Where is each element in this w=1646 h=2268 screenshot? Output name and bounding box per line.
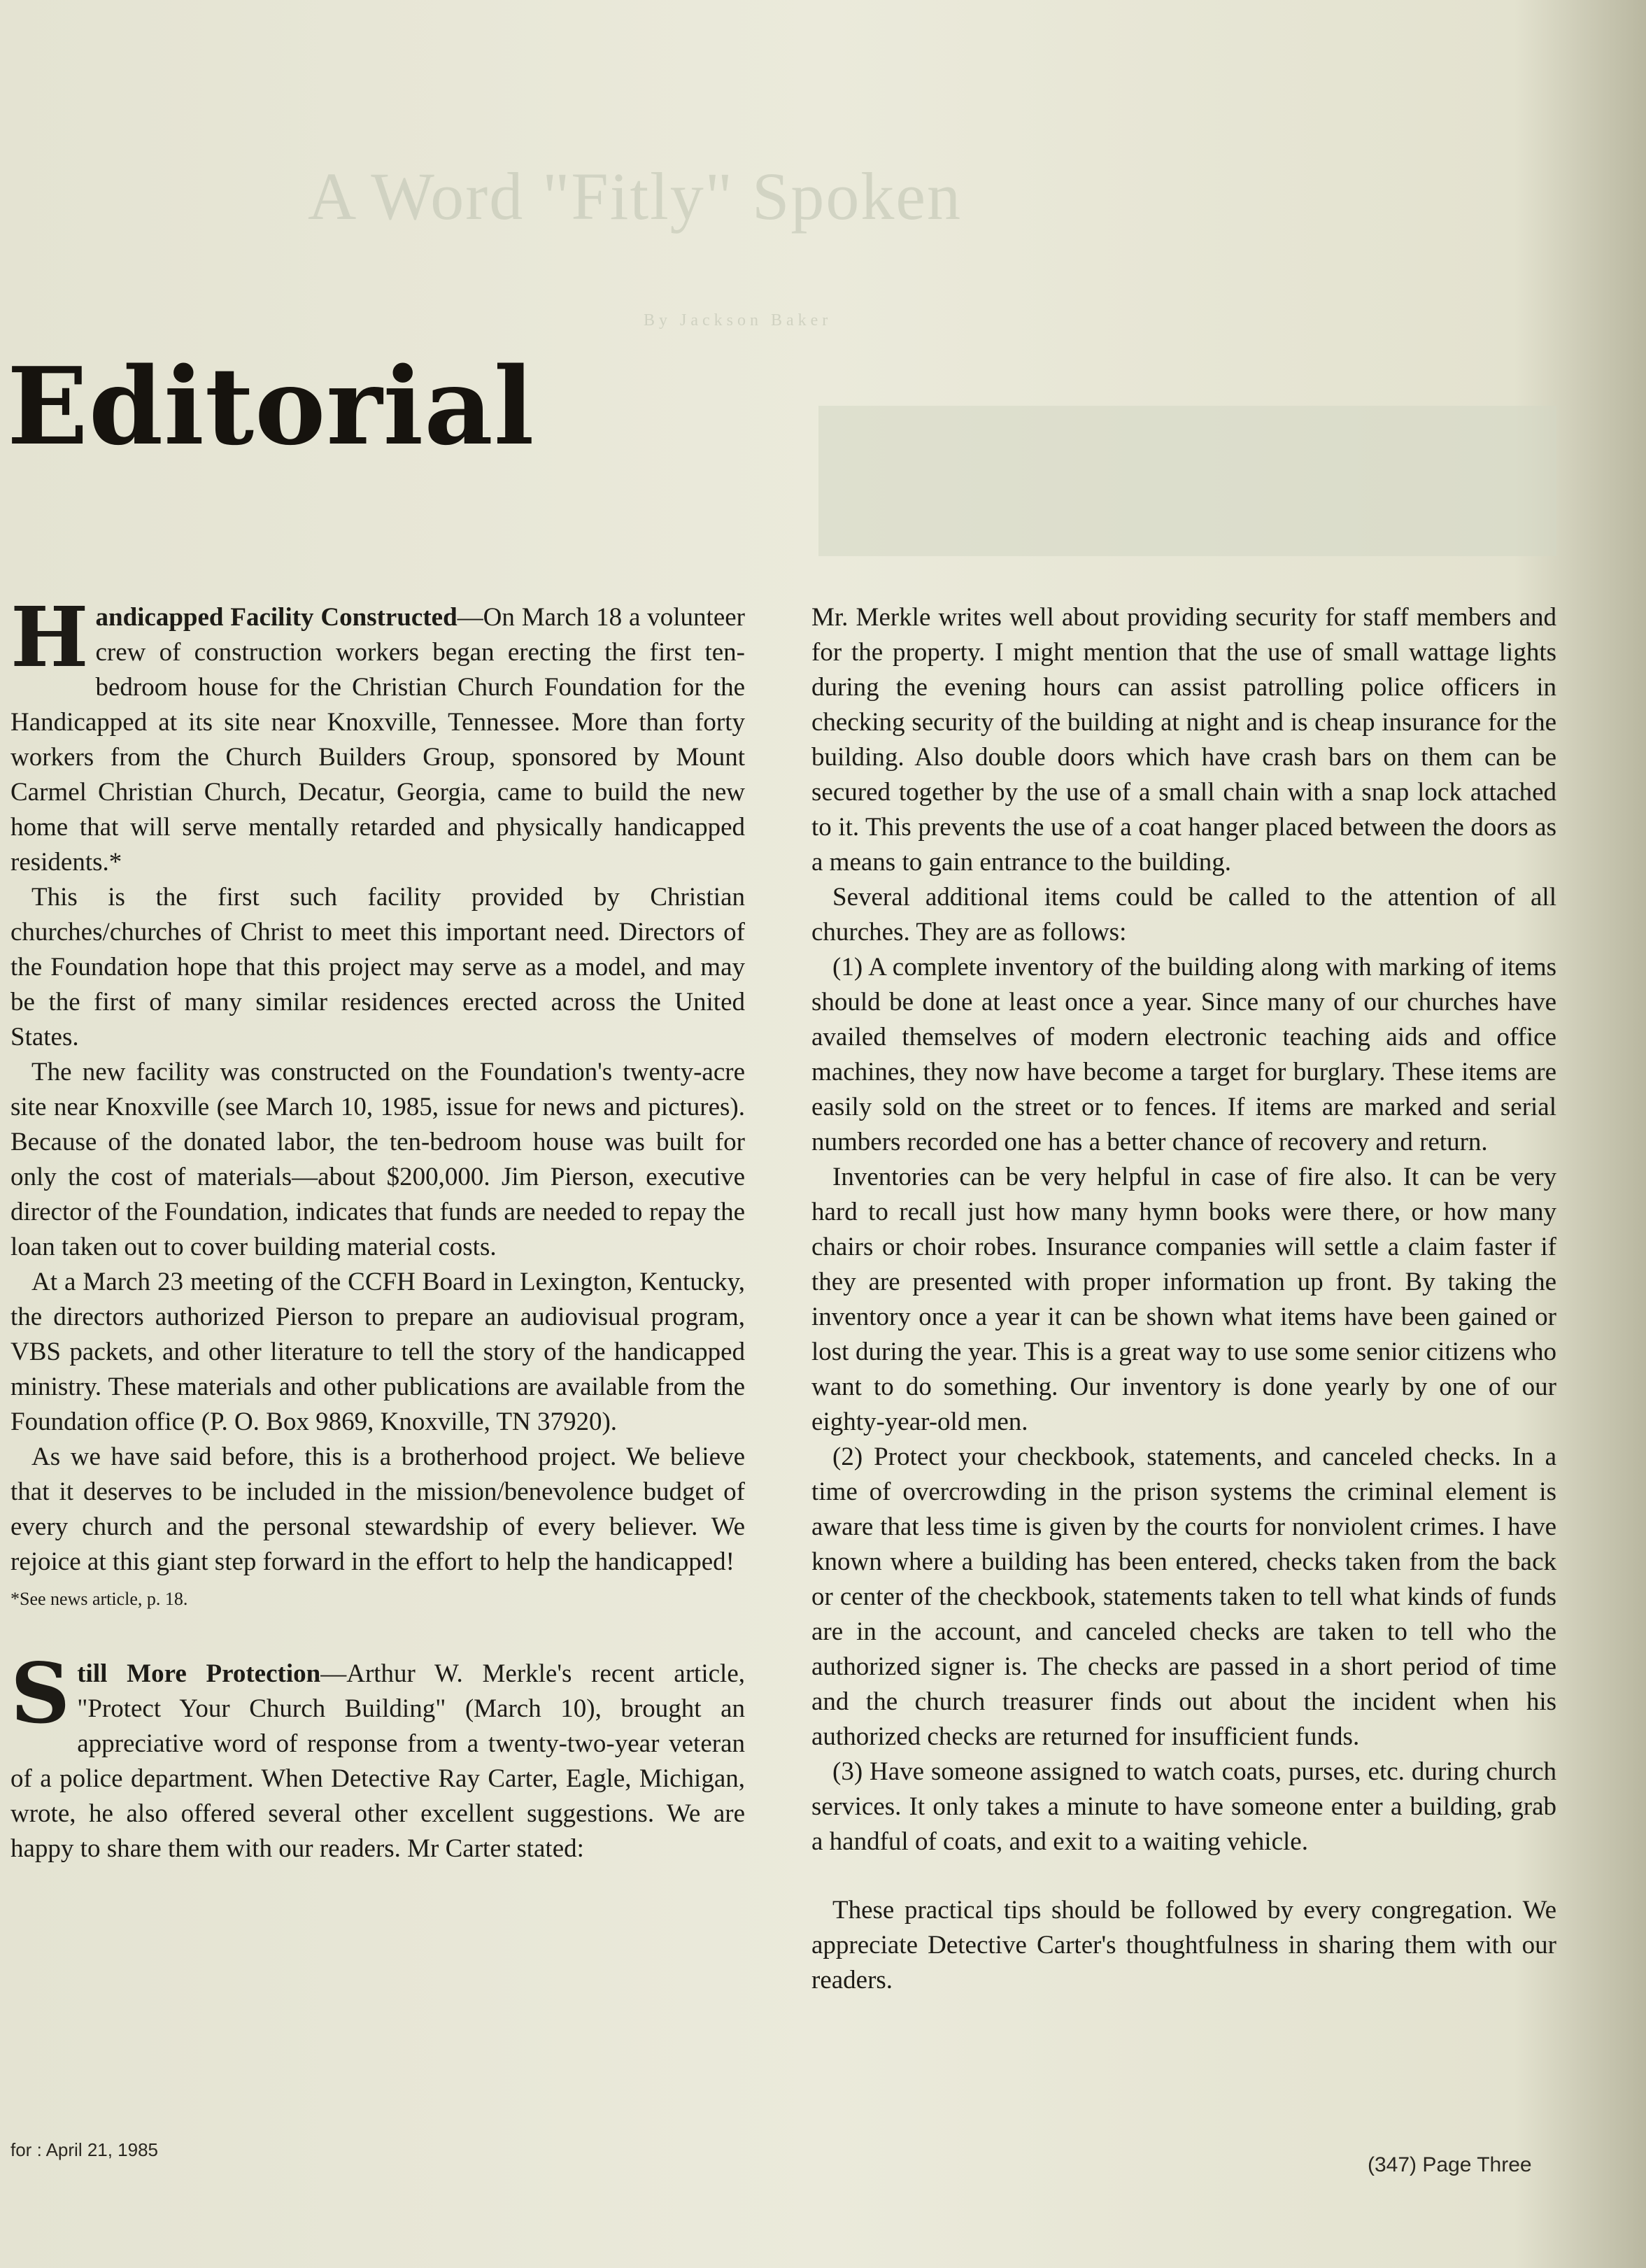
- article2-para1: [10, 1645, 745, 1866]
- article2-quote4: Inventories can be very helpful in case of fire also. It can be very hard to recall just how many hymn books were there, or how many chairs or choir robes. Insurance companies will settle a claim faster if they are presented with proper information up front. By taking the inventory once a year it can be shown what items have been gained or lost during the year. This is a great way to use some senior citizens who want to do something. Our inventory is done yearly by one of our eighty-year-old men.: [811, 1163, 1556, 1436]
- article1-para2: This is the first such facility provided by Christian churches/churches of Christ to meet this important need. Directors of the Foundation hope that this project may serve as a model, and may be the first of many similar residences erected across the United States.: [10, 883, 745, 1051]
- article2-quote3: (1) A complete inventory of the building along with marking of items should be done at least once a year. Since many of our churches have availed themselves of modern electronic teaching aids and office machines, they now have become a target for burglary. These items are easily sold on the street or to fences. If items are marked and serial numbers recorded one has a better chance of recovery and return.: [811, 953, 1556, 1156]
- article2-closing: These practical tips should be followed by every congregation. We appreciate Detective Carter's thoughtfulness in sharing them with our readers.: [811, 1896, 1556, 1994]
- article2-quote1-text: Mr. Merkle writes well about providing security for staff members and for the property. I might mention that the use of small wattage lights during the evening hours can assist patrolling police officers in checking security of the building at night and is cheap insurance for the building. Also double doors which have crash bars on them can be secured together by the use of a small chain with a snap lock attached to it. This prevents the use of a coat hanger placed between the doors as a means to gain entrance to the building.: [811, 603, 1556, 877]
- quote-space: [10, 1866, 745, 1900]
- article1-para4: At a March 23 meeting of the CCFH Board in Lexington, Kentucky, the directors authorized Pierson to prepare an audiovisual program, VBS packets, and other literature to tell the story of the handicapped ministry. These materials and other publications are available from the Foundation office (P. O. Box 9869, Knoxville, TN 37920).: [10, 1268, 745, 1436]
- article1-para5: As we have said before, this is a brotherhood project. We believe that it deserves to be included in the mission/benevolence budget of every church and the personal stewardship of every believer. We rejoice at this giant step forward in the effort to help the handicapped!: [10, 1443, 745, 1576]
- bleed-through-byline: By Jackson Baker: [644, 311, 832, 329]
- bleed-through-photo-box: [818, 406, 1556, 556]
- article2-headline: till More Protection: [77, 1659, 321, 1688]
- article1-footnote: *See news article, p. 18.: [10, 1589, 188, 1609]
- closing-space: [811, 1859, 1556, 1893]
- article1-headline: andicapped Facility Constructed: [95, 603, 457, 632]
- right-column: [811, 600, 1556, 1998]
- article1-dropcap: H: [10, 588, 89, 686]
- article1-para3: The new facility was constructed on the Foundation's twenty-acre site near Knoxville (see March 10, 1985, issue for news and pictures). Because of the donated labor, the ten-bedroom house was built for only the cost of materials—about $200,000. Jim Pierson, executive director of the Foundation, indicates that funds are needed to repay the loan taken out to cover building material costs.: [10, 1058, 745, 1261]
- left-column: [10, 588, 746, 1900]
- article2-quote2: Several additional items could be called to the attention of all churches. They are as follows:: [811, 883, 1556, 947]
- article2-quote1-start: [811, 600, 1556, 880]
- bleed-through-title: A Word "Fitly" Spoken: [308, 159, 962, 234]
- footer-page-number: (347) Page Three: [1368, 2153, 1532, 2176]
- article1-para1: [10, 588, 746, 880]
- article2-para1-text: —Arthur W. Merkle's recent article, "Protect Your Church Building" (March 10), brought an appreciative word of response from a twenty-two-year veteran of a police department. When Detective Ray Carter, Eagle, Michigan, wrote, he also offered several other excellent suggestions. We are happy to share them with our readers. Mr Carter stated:: [10, 1659, 745, 1863]
- article2-quote6: (3) Have someone assigned to watch coats, purses, etc. during church services. It only takes a minute to have someone enter a building, grab a handful of coats, and exit to a waiting vehicle.: [811, 1757, 1556, 1856]
- footer-issue-date: for : April 21, 1985: [10, 2139, 159, 2160]
- article-divider-space: [10, 1613, 745, 1657]
- article2-quote5: (2) Protect your checkbook, statements, and canceled checks. In a time of overcrowding in the prison systems the criminal element is aware that less time is given by the courts for nonviolent crimes. I have known where a building has been entered, checks taken from the back or center of the checkbook, statements taken to tell what kinds of funds are in the account, and canceled checks are taken to tell who the authorized signer is. The checks are passed in a short period of time and the church treasurer finds out about the incident when his authorized checks are returned for insufficient funds.: [811, 1443, 1556, 1751]
- article2-dropcap: S: [10, 1645, 71, 1742]
- page-title: Editorial: [7, 343, 535, 469]
- article1-para1-text: —On March 18 a volunteer crew of construction workers began erecting the first ten-bedroom house for the Christian Church Foundation for the Handicapped at its site near Knoxville, Tennessee. More than forty workers from the Church Builders Group, sponsored by Mount Carmel Christian Church, Decatur, Georgia, came to build the new home that will serve mentally retarded and physically handicapped residents.*: [10, 603, 746, 877]
